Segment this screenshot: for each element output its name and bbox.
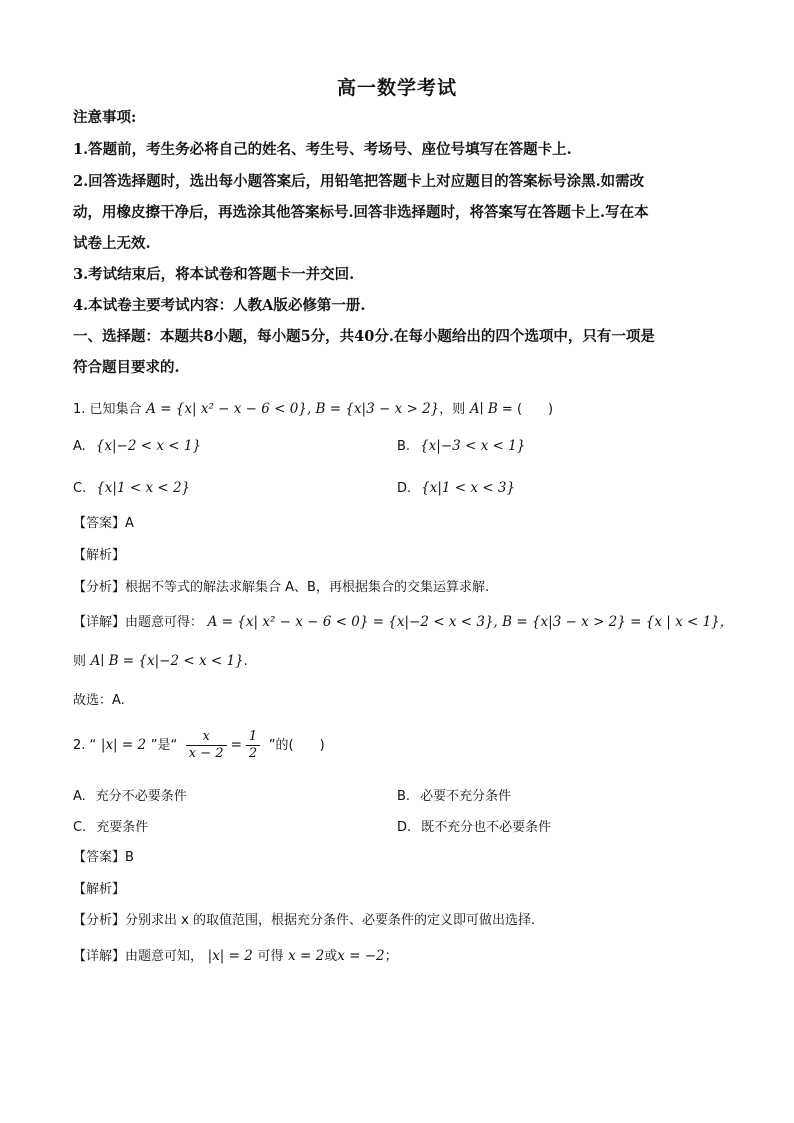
q2-option-a <box>73 786 187 807</box>
q2-suffix: ”的( ) <box>268 738 325 753</box>
section-heading-cont: 符合题目要求的. <box>73 359 180 376</box>
q1-option-b <box>397 436 525 457</box>
q1-expr: A∣ B <box>469 401 498 417</box>
fenxi-text: 根据不等式的解法求解集合 A、B，再根据集合的交集运算求解. <box>125 580 490 595</box>
option-label: C. <box>73 481 87 496</box>
option-label: C. <box>73 820 87 835</box>
detail-mid: 可得 <box>257 949 284 964</box>
detail-end: ； <box>384 949 398 964</box>
analysis-tag: 【解析】 <box>73 882 126 897</box>
q2-option-d <box>397 817 551 838</box>
section-heading: 一、选择题：本题共8小题，每小题5分，共40分.在每小题给出的四个选项中，只有一项是 <box>73 328 655 345</box>
answer-value: B <box>125 850 134 865</box>
question-2 <box>73 728 325 763</box>
q1-fenxi <box>73 577 489 598</box>
option-label: A. <box>73 439 86 454</box>
q1-option-c <box>73 478 190 499</box>
frac-num: x <box>186 729 227 746</box>
q1-blank: = ( ) <box>497 402 554 417</box>
q1-detail <box>73 612 733 633</box>
notice-item-1: 1.答题前，考生务必将自己的姓名、考生号、考场号、座位号填写在答题卡上. <box>73 141 572 158</box>
conclusion-text: 故选：A. <box>73 693 125 708</box>
detail-math-1: |x| = 2 <box>207 948 253 964</box>
frac-num: 1 <box>246 729 260 746</box>
q1-option-a <box>73 436 201 457</box>
option-label: B. <box>397 439 411 454</box>
q1-conclusion <box>73 690 125 711</box>
option-text: {x|1 < x < 3} <box>421 480 516 496</box>
detail-text: 由题意可知， <box>125 949 204 964</box>
q1-then <box>73 651 248 672</box>
detail-math-2: x = 2 <box>288 948 325 964</box>
q1-prefix: 1. 已知集合 <box>73 402 142 417</box>
option-text: 既不充分也不必要条件 <box>421 820 552 835</box>
option-text: {x|−2 < x < 1} <box>95 438 202 454</box>
q2-mid: ”是“ <box>150 738 178 753</box>
q2-fraction-1 <box>186 729 227 762</box>
answer-tag: 【答案】 <box>73 850 126 865</box>
analysis-tag: 【解析】 <box>73 548 126 563</box>
q2-answer <box>73 847 134 868</box>
option-text: {x|1 < x < 2} <box>96 480 191 496</box>
detail-tag: 【详解】 <box>73 949 126 964</box>
detail-math: A = {x| x² − x − 6 < 0} = {x|−2 < x < 3}, B = {x|3 − x > 2} = {x | x < 1}， <box>207 614 734 630</box>
frac-den: x − 2 <box>188 745 224 761</box>
q2-cond1: |x| = 2 <box>100 737 147 753</box>
q1-option-d <box>397 478 515 499</box>
q1-set-b: , B = {x|3 − x > 2} <box>306 401 440 417</box>
q1-answer <box>73 513 134 534</box>
notice-item-4: 4.本试卷主要考试内容：人教A版必修第一册. <box>73 297 366 314</box>
option-label: A. <box>73 789 86 804</box>
then-math: A∣ B = {x|−2 < x < 1} <box>90 653 244 669</box>
option-text: 充要条件 <box>96 820 149 835</box>
detail-text: 由题意可得： <box>125 615 204 630</box>
question-1 <box>73 399 553 420</box>
detail-or: 或 <box>324 949 338 964</box>
fenxi-tag: 【分析】 <box>73 580 126 595</box>
q1-analysis-tag <box>73 545 125 566</box>
frac-den: 2 <box>248 745 258 761</box>
then-suffix: . <box>243 654 248 669</box>
option-text: {x|−3 < x < 1} <box>420 438 526 454</box>
detail-tag: 【详解】 <box>73 615 126 630</box>
notice-item-2-cont: 动，用橡皮擦干净后，再选涂其他答案标号.回答非选择题时，将答案写在答题卡上.写在本 <box>73 204 649 221</box>
detail-math-3: x = −2 <box>337 948 385 964</box>
then-prefix: 则 <box>73 654 87 669</box>
q1-then: ，则 <box>439 402 466 417</box>
q2-fenxi <box>73 910 535 931</box>
q2-fraction-2 <box>246 729 260 762</box>
q2-prefix: 2. “ <box>73 738 97 753</box>
answer-value: A <box>125 516 134 531</box>
q2-option-b <box>397 786 511 807</box>
answer-tag: 【答案】 <box>73 516 126 531</box>
option-label: D. <box>397 481 412 496</box>
q2-detail <box>73 946 398 967</box>
notice-item-2: 2.回答选择题时，选出每小题答案后，用铅笔把答题卡上对应题目的答案标号涂黑.如需改 <box>73 173 645 190</box>
notice-item-3: 3.考试结束后，将本试卷和答题卡一并交回. <box>73 266 355 283</box>
option-label: D. <box>397 820 412 835</box>
option-label: B. <box>397 789 411 804</box>
page-title: 高一数学考试 <box>336 77 457 99</box>
q2-option-c <box>73 817 148 838</box>
q2-equals: = <box>230 737 242 753</box>
option-text: 充分不必要条件 <box>95 789 187 804</box>
q1-set-a: A = {x| x² − x − 6 < 0} <box>146 401 307 417</box>
option-text: 必要不充分条件 <box>420 789 512 804</box>
notice-item-2-end: 试卷上无效. <box>73 235 151 252</box>
q2-analysis-tag <box>73 879 125 900</box>
notice-heading: 注意事项: <box>73 109 137 126</box>
fenxi-tag: 【分析】 <box>73 913 126 928</box>
fenxi-text: 分别求出 x 的取值范围，根据充分条件、必要条件的定义即可做出选择. <box>125 913 536 928</box>
